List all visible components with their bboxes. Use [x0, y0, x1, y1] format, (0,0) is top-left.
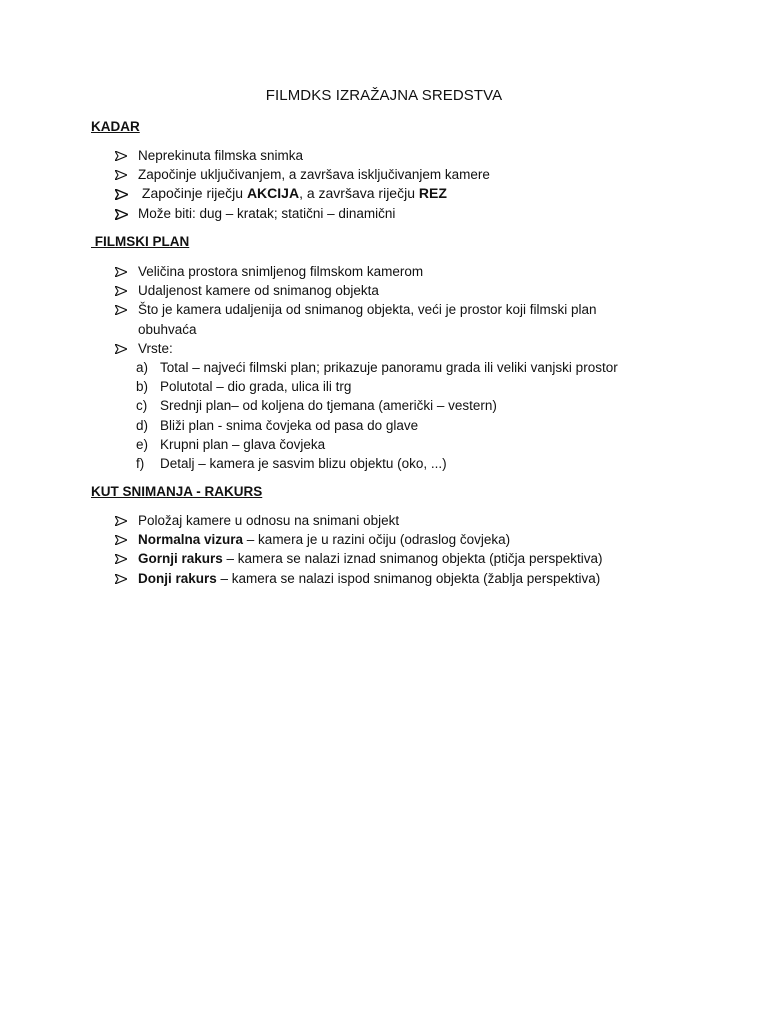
list-item-text: Položaj kamere u odnosu na snimani objekt	[138, 513, 400, 528]
list-item-text: Neprekinuta filmska snimka	[138, 148, 304, 163]
term-label: Donji rakurs	[138, 570, 217, 586]
document-title: FILMDKS IZRAŽAJNA SREDSTVA	[265, 87, 503, 104]
list-marker: d)	[136, 417, 149, 433]
list-item-text: Detalj – kamera je sasvim blizu objektu (oko, ...)	[160, 456, 447, 472]
list-marker: f)	[136, 456, 145, 472]
list-item-text: Polutotal – dio grada, ulica ili trg	[160, 379, 352, 395]
list-item	[114, 339, 694, 473]
list-item	[114, 530, 694, 549]
arrowhead-bullet-icon	[114, 165, 130, 184]
list-item	[114, 454, 694, 473]
arrowhead-bullet-icon	[114, 300, 130, 319]
keyword-akcija: AKCIJA	[246, 185, 300, 202]
list-item-text: Veličina prostora snimljenog filmskom kamerom	[138, 264, 424, 279]
list-item-text: Započinje uključivanjem, a završava isključivanjem kamere	[138, 167, 490, 183]
list-item	[114, 146, 694, 165]
list-item	[114, 300, 694, 338]
section-heading-kadar: KADAR	[91, 119, 140, 134]
arrowhead-bullet-icon	[114, 339, 130, 358]
section-heading-filmski-plan: FILMSKI PLAN	[91, 234, 190, 249]
list-item-text: – kamera se nalazi ispod snimanog objekta (žablja perspektiva)	[216, 570, 601, 586]
list-item	[114, 358, 694, 377]
list-marker: c)	[136, 398, 148, 414]
arrowhead-bullet-icon	[114, 569, 130, 588]
list-item-text: , a završava riječju	[299, 185, 419, 202]
list-item	[114, 281, 694, 300]
list-item-text: Udaljenost kamere od snimanog objekta	[138, 283, 379, 299]
list-item	[114, 549, 694, 568]
filmski-plan-list	[114, 262, 694, 473]
list-item-text: Što je kamera udaljenija od snimanog objekta, veći je prostor koji filmski plan obuhvaća	[138, 302, 597, 337]
list-item	[114, 511, 694, 530]
list-item-text: Total – najveći filmski plan; prikazuje panoramu grada ili veliki vanjski prostor	[160, 360, 618, 376]
list-item-text: Srednji plan– od koljena do tjemana (američki – vestern)	[160, 398, 497, 414]
list-item	[114, 165, 694, 184]
list-item	[114, 416, 694, 435]
list-marker: a)	[136, 360, 149, 376]
kut-snimanja-list	[114, 511, 694, 588]
list-item-text: – kamera se nalazi iznad snimanog objekta (ptičja perspektiva)	[222, 551, 603, 567]
list-item	[114, 184, 694, 203]
list-item	[114, 435, 694, 454]
list-marker: e)	[136, 436, 149, 452]
arrowhead-bullet-icon	[114, 511, 130, 530]
kadar-list	[114, 146, 694, 223]
arrowhead-bullet-icon	[114, 530, 130, 549]
term-label: Normalna vizura	[138, 532, 244, 548]
list-item-text: Krupni plan – glava čovjeka	[160, 436, 326, 452]
list-item	[114, 569, 694, 588]
list-item	[114, 262, 694, 281]
section-heading-kut-snimanja: KUT SNIMANJA - RAKURS	[91, 484, 263, 499]
list-item-text: Može biti: dug – kratak; statični – dinamični	[138, 205, 396, 221]
list-item	[114, 204, 694, 223]
list-item-text: Vrste:	[138, 340, 173, 356]
list-item-text: – kamera je u razini očiju (odraslog čovjeka)	[243, 532, 511, 548]
vrste-list	[114, 358, 694, 473]
list-item	[114, 396, 694, 415]
arrowhead-bullet-icon	[114, 262, 130, 281]
term-label: Gornji rakurs	[138, 551, 223, 567]
arrowhead-bullet-icon	[114, 549, 130, 568]
list-item	[114, 377, 694, 396]
keyword-rez: REZ	[418, 185, 447, 202]
list-item-text: Započinje riječju	[138, 185, 247, 202]
arrowhead-bullet-icon	[114, 184, 130, 203]
arrowhead-bullet-icon	[114, 281, 130, 300]
list-marker: b)	[136, 379, 149, 395]
arrowhead-bullet-icon	[114, 204, 130, 223]
arrowhead-bullet-icon	[114, 146, 130, 165]
list-item-text: Bliži plan - snima čovjeka od pasa do glave	[160, 417, 419, 433]
